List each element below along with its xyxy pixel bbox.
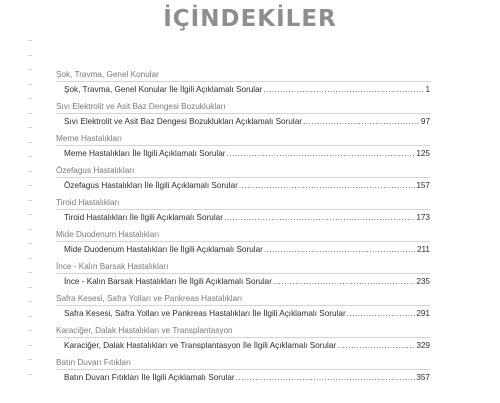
entry-title: Meme Hastalıkları İle İlgili Açıklamalı Sorular bbox=[64, 149, 226, 158]
section-heading: Safra Kesesi, Safra Yolları ve Pankreas Hastalıkları bbox=[56, 294, 243, 303]
dot-leader bbox=[347, 308, 416, 319]
edge-tick bbox=[28, 229, 32, 230]
section-divider bbox=[56, 337, 430, 338]
entry-page-number: 1 bbox=[425, 85, 430, 94]
dot-leader bbox=[224, 212, 415, 223]
toc-entry[interactable] bbox=[64, 340, 430, 351]
toc-entry[interactable] bbox=[64, 84, 430, 95]
entry-page-number: 235 bbox=[416, 277, 430, 286]
edge-tick bbox=[28, 330, 32, 331]
edge-tick bbox=[28, 142, 32, 143]
toc-section bbox=[56, 326, 430, 358]
dot-leader bbox=[273, 276, 415, 287]
entry-title: Tiroid Hastalıkları İle İlgili Açıklamalı Sorular bbox=[64, 213, 223, 222]
entry-page-number: 173 bbox=[416, 213, 430, 222]
section-heading: Meme Hastalıkları bbox=[56, 134, 122, 143]
section-divider bbox=[56, 145, 430, 146]
section-divider bbox=[56, 209, 430, 210]
section-heading: İnce - Kalın Barsak Hastalıkları bbox=[56, 262, 169, 271]
toc-entry[interactable] bbox=[64, 276, 430, 287]
section-divider bbox=[56, 369, 430, 370]
edge-tick bbox=[28, 272, 32, 273]
edge-tick bbox=[28, 243, 32, 244]
dot-leader bbox=[264, 244, 416, 255]
edge-tick bbox=[28, 374, 32, 375]
entry-page-number: 157 bbox=[416, 181, 430, 190]
section-divider bbox=[56, 241, 430, 242]
edge-tick bbox=[28, 156, 32, 157]
toc-entry[interactable] bbox=[64, 148, 430, 159]
entry-page-number: 97 bbox=[420, 117, 430, 126]
toc-entry[interactable] bbox=[64, 308, 430, 319]
entry-page-number: 125 bbox=[416, 149, 430, 158]
entry-title: Sıvı Elektrolit ve Asit Baz Dengesi Bozuklukları Açıklamalı Sorular bbox=[64, 117, 302, 126]
section-divider bbox=[56, 81, 430, 82]
toc-section bbox=[56, 166, 430, 198]
edge-tick bbox=[28, 55, 32, 56]
page-edge-marks bbox=[28, 40, 34, 390]
dot-leader bbox=[337, 340, 415, 351]
entry-page-number: 291 bbox=[416, 309, 430, 318]
entry-page-number: 357 bbox=[416, 373, 430, 382]
toc-section bbox=[56, 70, 430, 102]
toc-section bbox=[56, 198, 430, 230]
section-heading: Tiroid Hastalıkları bbox=[56, 198, 120, 207]
toc-section bbox=[56, 102, 430, 134]
toc-section bbox=[56, 358, 430, 390]
section-heading: Karaciğer, Dalak Hastalıkları ve Transplantasyon bbox=[56, 326, 233, 335]
edge-tick bbox=[28, 301, 32, 302]
section-heading: Şok, Travma, Genel Konular bbox=[56, 70, 159, 79]
dot-leader bbox=[236, 372, 416, 383]
entry-page-number: 329 bbox=[416, 341, 430, 350]
edge-tick bbox=[28, 200, 32, 201]
section-divider bbox=[56, 273, 430, 274]
entry-title: İnce - Kalın Barsak Hastalıkları İle İlgili Açıklamalı Sorular bbox=[64, 277, 272, 286]
edge-tick bbox=[28, 171, 32, 172]
toc-entry[interactable] bbox=[64, 372, 430, 383]
section-divider bbox=[56, 177, 430, 178]
toc-section bbox=[56, 262, 430, 294]
section-divider bbox=[56, 305, 430, 306]
section-heading: Özefagus Hastalıkları bbox=[56, 166, 135, 175]
toc-entry[interactable] bbox=[64, 116, 430, 127]
dot-leader bbox=[227, 148, 416, 159]
entry-title: Şok, Travma, Genel Konular İle İlgili Açıklamalı Sorular bbox=[64, 85, 263, 94]
toc-section bbox=[56, 294, 430, 326]
edge-tick bbox=[28, 113, 32, 114]
table-of-contents bbox=[56, 70, 430, 390]
edge-tick bbox=[28, 345, 32, 346]
edge-tick bbox=[28, 69, 32, 70]
edge-tick bbox=[28, 316, 32, 317]
edge-tick bbox=[28, 214, 32, 215]
entry-title: Karaciğer, Dalak Hastalıkları ve Transplantasyon İle İlgili Açıklamalı Sorular bbox=[64, 341, 337, 350]
toc-entry[interactable] bbox=[64, 212, 430, 223]
section-divider bbox=[56, 113, 430, 114]
entry-title: Safra Kesesi, Safra Yolları ve Pankreas Hastalıkları İle İlgili Açıklamalı Sorular bbox=[64, 309, 346, 318]
page-title: İÇİNDEKİLER bbox=[163, 6, 337, 32]
entry-title: Mide Duodenum Hastalıkları İle İlgili Açıklamalı Sorular bbox=[64, 245, 263, 254]
dot-leader bbox=[263, 84, 424, 95]
dot-leader bbox=[303, 116, 420, 127]
section-heading: Sıvı Elektrolit ve Asit Baz Dengesi Bozuklukları bbox=[56, 102, 226, 111]
toc-section bbox=[56, 230, 430, 262]
toc-entry[interactable] bbox=[64, 244, 430, 255]
edge-tick bbox=[28, 127, 32, 128]
section-heading: Batın Duvarı Fıtıkları bbox=[56, 358, 132, 367]
edge-tick bbox=[28, 287, 32, 288]
toc-section bbox=[56, 134, 430, 166]
edge-tick bbox=[28, 84, 32, 85]
edge-tick bbox=[28, 258, 32, 259]
edge-tick bbox=[28, 40, 32, 41]
entry-title: Özefagus Hastalıkları İle İlgili Açıklamalı Sorular bbox=[64, 181, 238, 190]
entry-title: Batın Duvarı Fıtıkları İle İlgili Açıklamalı Sorular bbox=[64, 373, 235, 382]
dot-leader bbox=[239, 180, 416, 191]
toc-entry[interactable] bbox=[64, 180, 430, 191]
section-heading: Mide Duodenum Hastalıkları bbox=[56, 230, 160, 239]
entry-page-number: 211 bbox=[416, 245, 430, 254]
edge-tick bbox=[28, 98, 32, 99]
edge-tick bbox=[28, 185, 32, 186]
edge-tick bbox=[28, 359, 32, 360]
